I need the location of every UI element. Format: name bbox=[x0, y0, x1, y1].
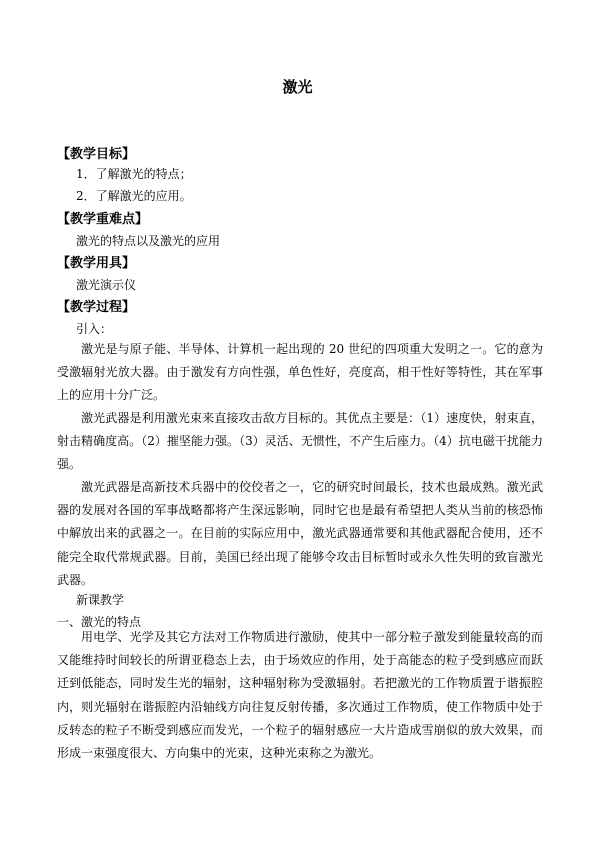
heading-teaching-process: 【教学过程】 bbox=[57, 300, 136, 315]
teaching-tools-text: 激光演示仪 bbox=[76, 278, 137, 292]
goal-item-2: 2．了解激光的应用。 bbox=[76, 189, 192, 203]
paragraph-laser-principle: 用电学、光学及其它方法对工作物质进行激励，使其中一部分粒子激发到能量较高的而又能维持时间较长的所谓亚稳态上去，由于场效应的作用，处于高能态的粒子受到感应而跃迁到低能态，同时发生光的辐射，这种辐射称为受激辐射。若把激光的工作物质置于谐振腔内，则光辐射在谐振腔内沿轴线方向往复反射传播，多次通过工作物质，使工作物质中处于反转态的粒子不断受到感应而发光，一个粒子的辐射感应一大片造成雪崩似的放大效果，而形成一束强度很大、方向集中的光束，这种光束称之为激光。 bbox=[57, 630, 543, 761]
paragraph-laser-weapon-advantages: 激光武器是利用激光束来直接攻击敌方目标的。其优点主要是：（1）速度快，射束直，射击精确度高。（2）摧坚能力强。（3）灵活、无惯性，不产生后座力。（4）抗电磁干扰能力强。 bbox=[57, 411, 543, 472]
new-lesson-label: 新课教学 bbox=[76, 593, 125, 607]
heading-teaching-tools: 【教学用具】 bbox=[57, 256, 136, 271]
paragraph-laser-weapon-development: 激光武器是高新技术兵器中的佼佼者之一，它的研究时间最长，技术也最成熟。激光武器的发展对各国的军事战略都将产生深远影响，同时它也是最有希望把人类从当前的核恐怖中解放出来的武器之一。在目前的实际应用中，激光武器通常要和其他武器配合使用，还不能完全取代常规武器。目前，美国已经出现了能够令攻击目标暂时或永久性失明的致盲激光武器。 bbox=[57, 480, 543, 587]
heading-teaching-goals: 【教学目标】 bbox=[57, 147, 136, 162]
heading-key-points: 【教学重难点】 bbox=[57, 212, 149, 227]
paragraph-intro-laser: 激光是与原子能、半导体、计算机一起出现的 20 世纪的四项重大发明之一。它的意为受激辐射光放大器。由于激发有方向性强，单色性好，亮度高，相干性好等特性，其在军事上的应用十分广泛。 bbox=[57, 342, 543, 403]
intro-label: 引入： bbox=[76, 322, 113, 336]
section-heading-laser-features: 一、激光的特点 bbox=[57, 615, 142, 629]
key-points-text: 激光的特点以及激光的应用 bbox=[76, 234, 221, 248]
goal-item-1: 1．了解激光的特点； bbox=[76, 167, 192, 181]
page-title: 激光 bbox=[282, 78, 313, 96]
